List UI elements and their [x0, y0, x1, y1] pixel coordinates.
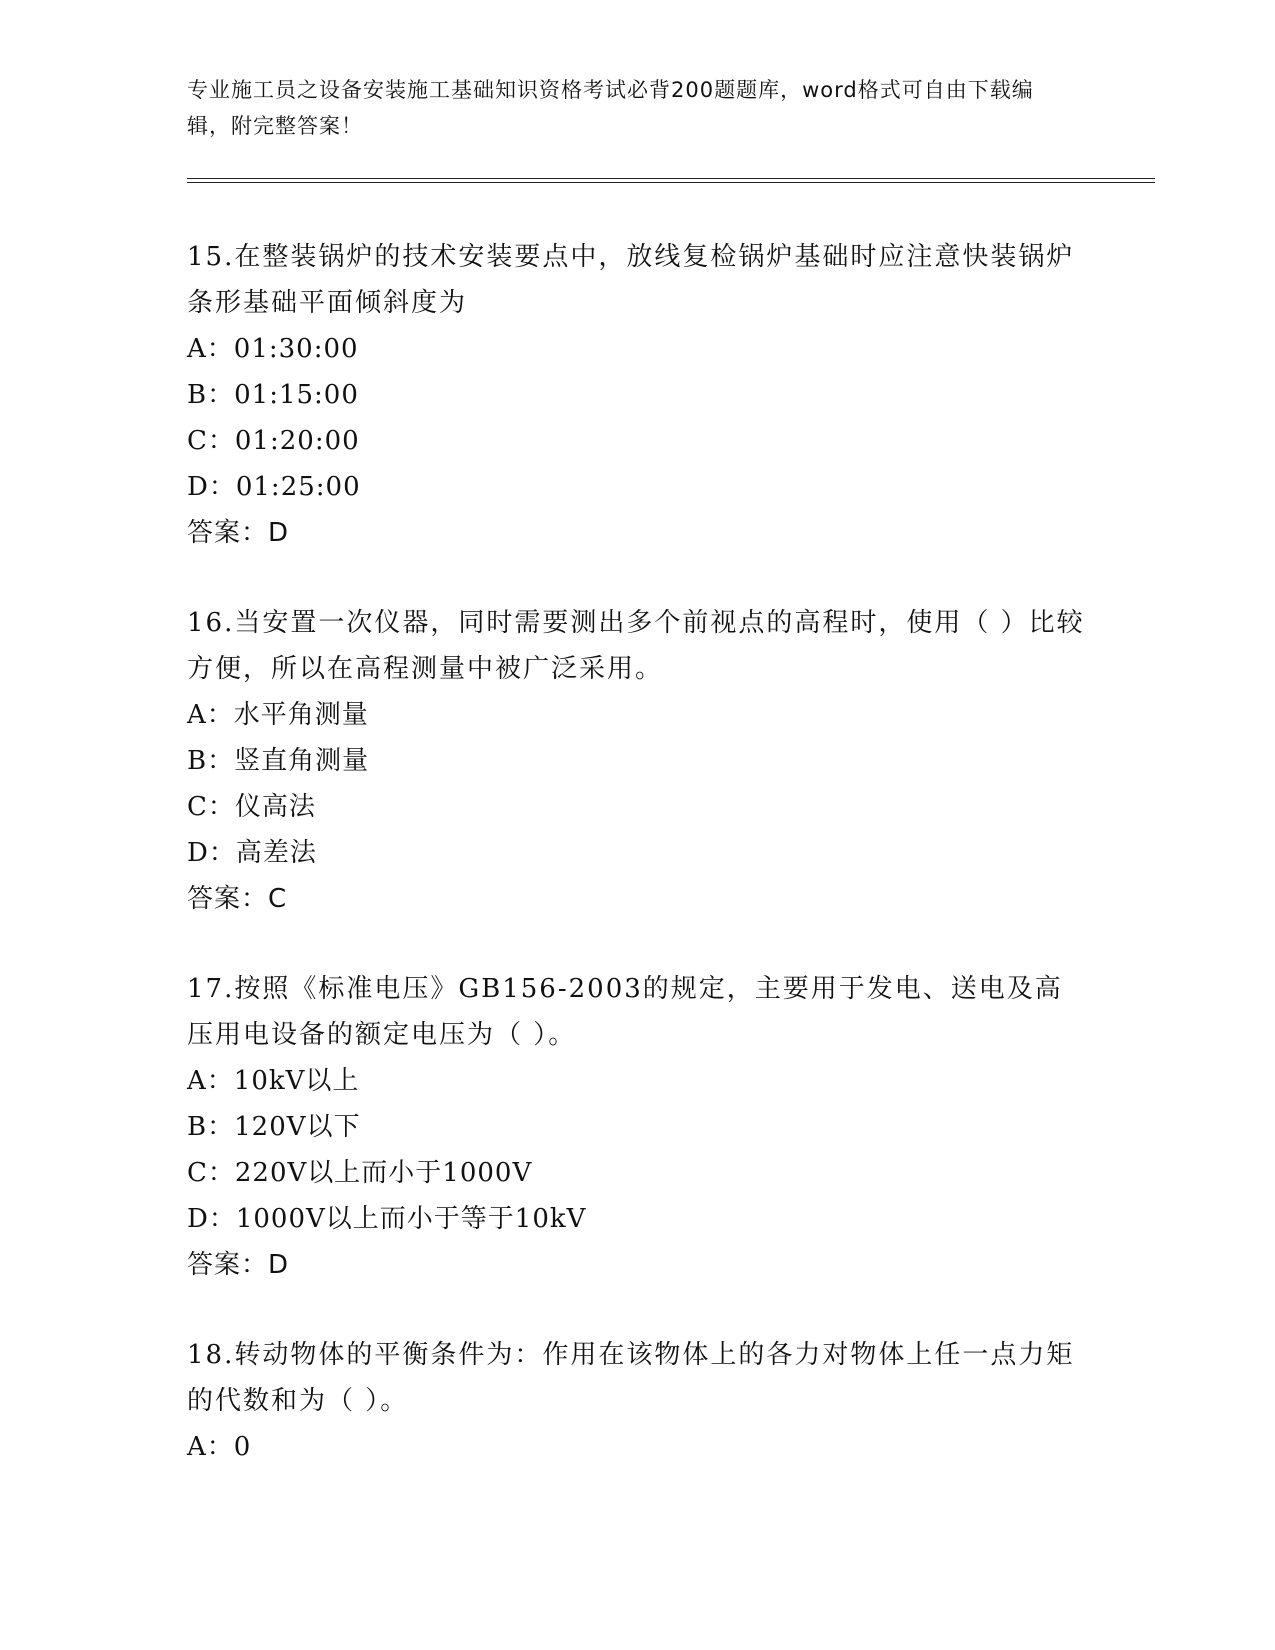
option-b: B：120V以下 — [187, 1112, 361, 1142]
document-header: 专业施工员之设备安装施工基础知识资格考试必背200题题库，word格式可自由下载编辑，附完整答案！ — [187, 78, 1034, 138]
question-18 — [187, 1332, 1087, 1470]
answer: 答案：D — [187, 518, 290, 548]
question-15 — [187, 234, 1087, 556]
option-d: D：1000V以上而小于等于10kV — [187, 1204, 587, 1234]
question-stem: 15.在整装锅炉的技术安装要点中，放线复检锅炉基础时应注意快装锅炉条形基础平面倾斜度为 — [187, 242, 1075, 318]
option-a: A：01:30:00 — [187, 334, 359, 364]
option-a: A：0 — [187, 1432, 252, 1462]
option-b: B：竖直角测量 — [187, 746, 370, 776]
option-d: D：高差法 — [187, 838, 317, 868]
header-divider — [187, 178, 1155, 183]
option-c: C：仪高法 — [187, 792, 316, 822]
option-c: C：220V以上而小于1000V — [187, 1158, 533, 1188]
option-a: A：水平角测量 — [187, 700, 369, 730]
question-stem: 16.当安置一次仪器，同时需要测出多个前视点的高程时，使用（ ）比较方便，所以在高程测量中被广泛采用。 — [187, 608, 1085, 684]
option-a: A：10kV以上 — [187, 1066, 360, 1096]
question-stem: 18.转动物体的平衡条件为：作用在该物体上的各力对物体上任一点力矩的代数和为（ ）。 — [187, 1340, 1075, 1416]
question-stem: 17.按照《标准电压》GB156-2003的规定，主要用于发电、送电及高压用电设备的额定电压为（ ）。 — [187, 974, 1063, 1050]
option-b: B：01:15:00 — [187, 380, 359, 410]
answer: 答案：D — [187, 1250, 290, 1280]
option-c: C：01:20:00 — [187, 426, 360, 456]
question-17 — [187, 966, 1087, 1288]
option-d: D：01:25:00 — [187, 472, 361, 502]
answer: 答案：C — [187, 884, 288, 914]
question-16 — [187, 600, 1087, 922]
